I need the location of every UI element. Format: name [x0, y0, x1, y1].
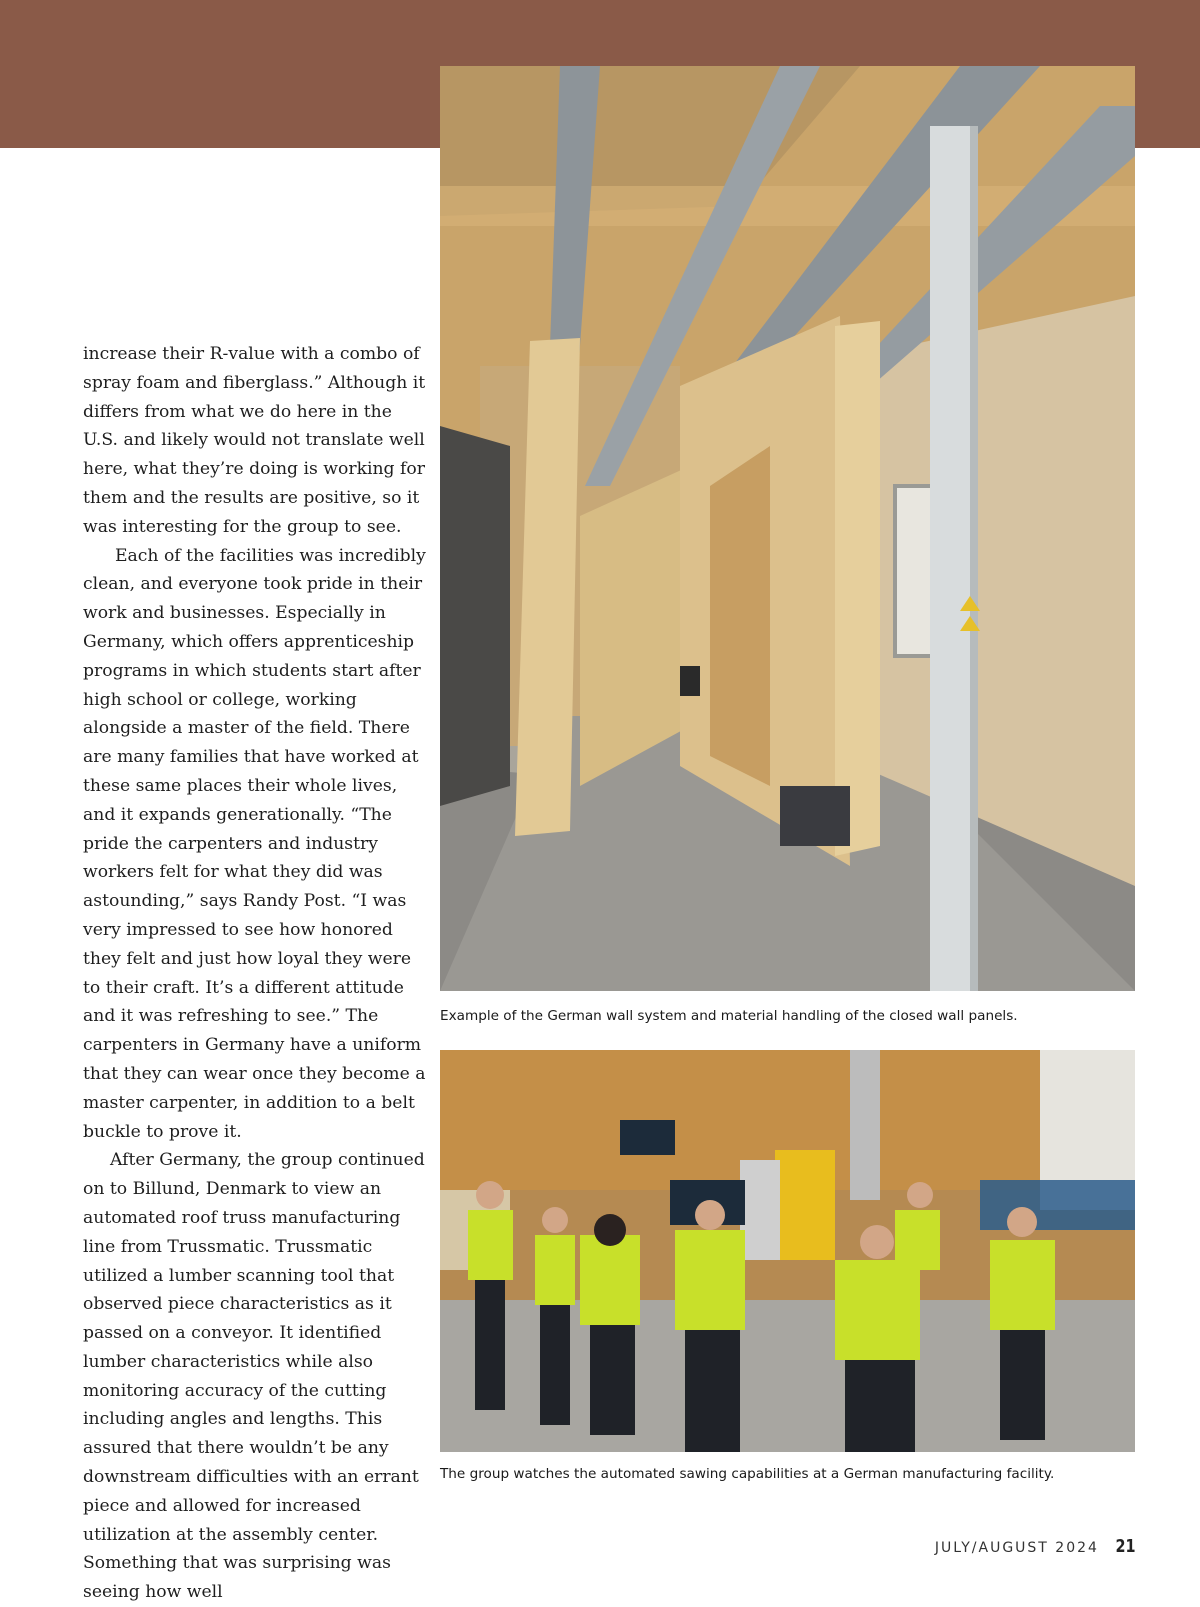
wall-panels-photo: [440, 66, 1135, 991]
sawing-group-photo: [440, 1050, 1135, 1452]
article-paragraph: After Germany, the group continued on to Billund, Denmark to view an automated roof truss manufacturing line from Trussmatic. Trussmatic utilized a lumber scanning tool that observed piece characteristics as it passed on a conveyor. It identified lumber characteristics while also monitoring accuracy of the cutting including angles and lengths. This assured that there wouldn’t be any downstream difficulties with an errant piece and allowed for increased utilization at the assembly center. Something that was surprising was seeing how well: [83, 1150, 425, 1603]
issue-date: JULY/AUGUST 2024: [934, 1540, 1099, 1556]
article-text-column: [83, 340, 428, 1607]
page-number: 21: [1115, 1536, 1136, 1557]
article-paragraph: increase their R-value with a combo of spray foam and fiberglass.” Although it differs from what we do here in the U.S. and likely would not translate well here, what they’re doing is working for them and the results are positive, so it was interesting for the group to see.: [83, 344, 426, 537]
article-paragraph: Each of the facilities was incredibly clean, and everyone took pride in their work and businesses. Especially in Germany, which offers apprenticeship programs in which students start after high school or college, working alongside a master of the field. There are many families that have worked at these same places their whole lives, and it expands generationally. “The pride the carpenters and industry workers felt for what they did was astounding,” says Randy Post. “I was very impressed to see how honored they felt and just how loyal they were to their craft. It’s a different attitude and it was refreshing to see.” The carpenters in Germany have a uniform that they can wear once they become a master carpenter, in addition to a belt buckle to prove it.: [83, 545, 426, 1142]
page-footer: [935, 1536, 1138, 1557]
sawing-group-caption: The group watches the automated sawing capabilities at a German manufacturing facility.: [440, 1466, 1055, 1482]
wall-panels-caption: Example of the German wall system and material handling of the closed wall panels.: [440, 1008, 1018, 1024]
